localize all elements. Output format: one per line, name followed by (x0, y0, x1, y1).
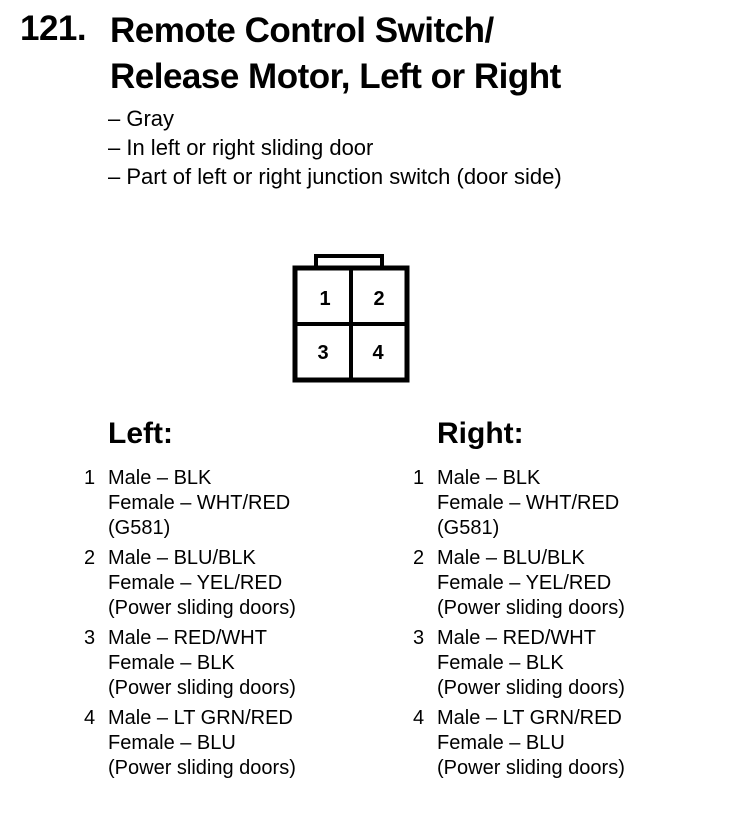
pin-number: 4 (413, 707, 425, 729)
connector-pin-3: 3 (317, 342, 329, 364)
pin-male-wire: Male – RED/WHT (437, 627, 596, 649)
pin-female-wire: Female – BLK (437, 652, 564, 674)
pin-female-wire: Female – WHT/RED (437, 492, 620, 514)
pin-male-wire: Male – BLK (108, 467, 212, 489)
pin-entry (413, 466, 625, 541)
pin-female-wire: Female – BLU (437, 732, 565, 754)
pin-entry (84, 706, 296, 781)
pin-female-wire: Female – WHT/RED (108, 492, 291, 514)
pin-male-wire: Male – LT GRN/RED (437, 707, 622, 729)
connector-pin-1: 1 (319, 288, 331, 310)
pin-number: 1 (84, 467, 96, 489)
pin-number: 2 (413, 547, 425, 569)
section-title-line-1: Remote Control Switch/ (110, 11, 494, 50)
pin-female-wire: Female – BLU (108, 732, 236, 754)
pin-number: 3 (84, 627, 96, 649)
connector-pin-2: 2 (373, 288, 385, 310)
pin-male-wire: Male – BLU/BLK (108, 547, 256, 569)
connector-pin-4: 4 (372, 342, 384, 364)
pin-entry (413, 546, 625, 621)
description-item: – Gray (108, 106, 175, 131)
pin-male-wire: Male – RED/WHT (108, 627, 267, 649)
pin-male-wire: Male – LT GRN/RED (108, 707, 293, 729)
pin-note: (Power sliding doors) (108, 757, 296, 779)
section-title (110, 8, 561, 100)
description-item: – Part of left or right junction switch (door side) (108, 164, 562, 189)
pin-entry (413, 706, 625, 781)
pin-note: (Power sliding doors) (437, 677, 625, 699)
right-heading: Right: (437, 417, 524, 450)
description-list (108, 104, 562, 191)
pin-female-wire: Female – BLK (108, 652, 235, 674)
pin-number: 1 (413, 467, 425, 489)
pin-entry (84, 466, 296, 541)
pin-note: (Power sliding doors) (108, 597, 296, 619)
section-title-line-2: Release Motor, Left or Right (110, 57, 561, 96)
pin-male-wire: Male – BLU/BLK (437, 547, 585, 569)
pin-note: (G581) (437, 517, 500, 539)
pin-entry (84, 546, 296, 621)
pin-number: 3 (413, 627, 425, 649)
pin-note: (Power sliding doors) (437, 597, 625, 619)
left-heading: Left: (108, 417, 173, 450)
section-number: 121. (20, 9, 87, 48)
pin-note: (Power sliding doors) (437, 757, 625, 779)
connector-diagram (292, 252, 412, 386)
pin-female-wire: Female – YEL/RED (108, 572, 283, 594)
pin-note: (Power sliding doors) (108, 677, 296, 699)
description-item: – In left or right sliding door (108, 135, 374, 160)
pin-number: 4 (84, 707, 96, 729)
pin-number: 2 (84, 547, 96, 569)
pin-entry (84, 626, 296, 701)
right-pin-list (413, 466, 625, 786)
left-pin-list (84, 466, 296, 786)
pin-note: (G581) (108, 517, 171, 539)
pin-entry (413, 626, 625, 701)
pin-male-wire: Male – BLK (437, 467, 541, 489)
pin-female-wire: Female – YEL/RED (437, 572, 612, 594)
